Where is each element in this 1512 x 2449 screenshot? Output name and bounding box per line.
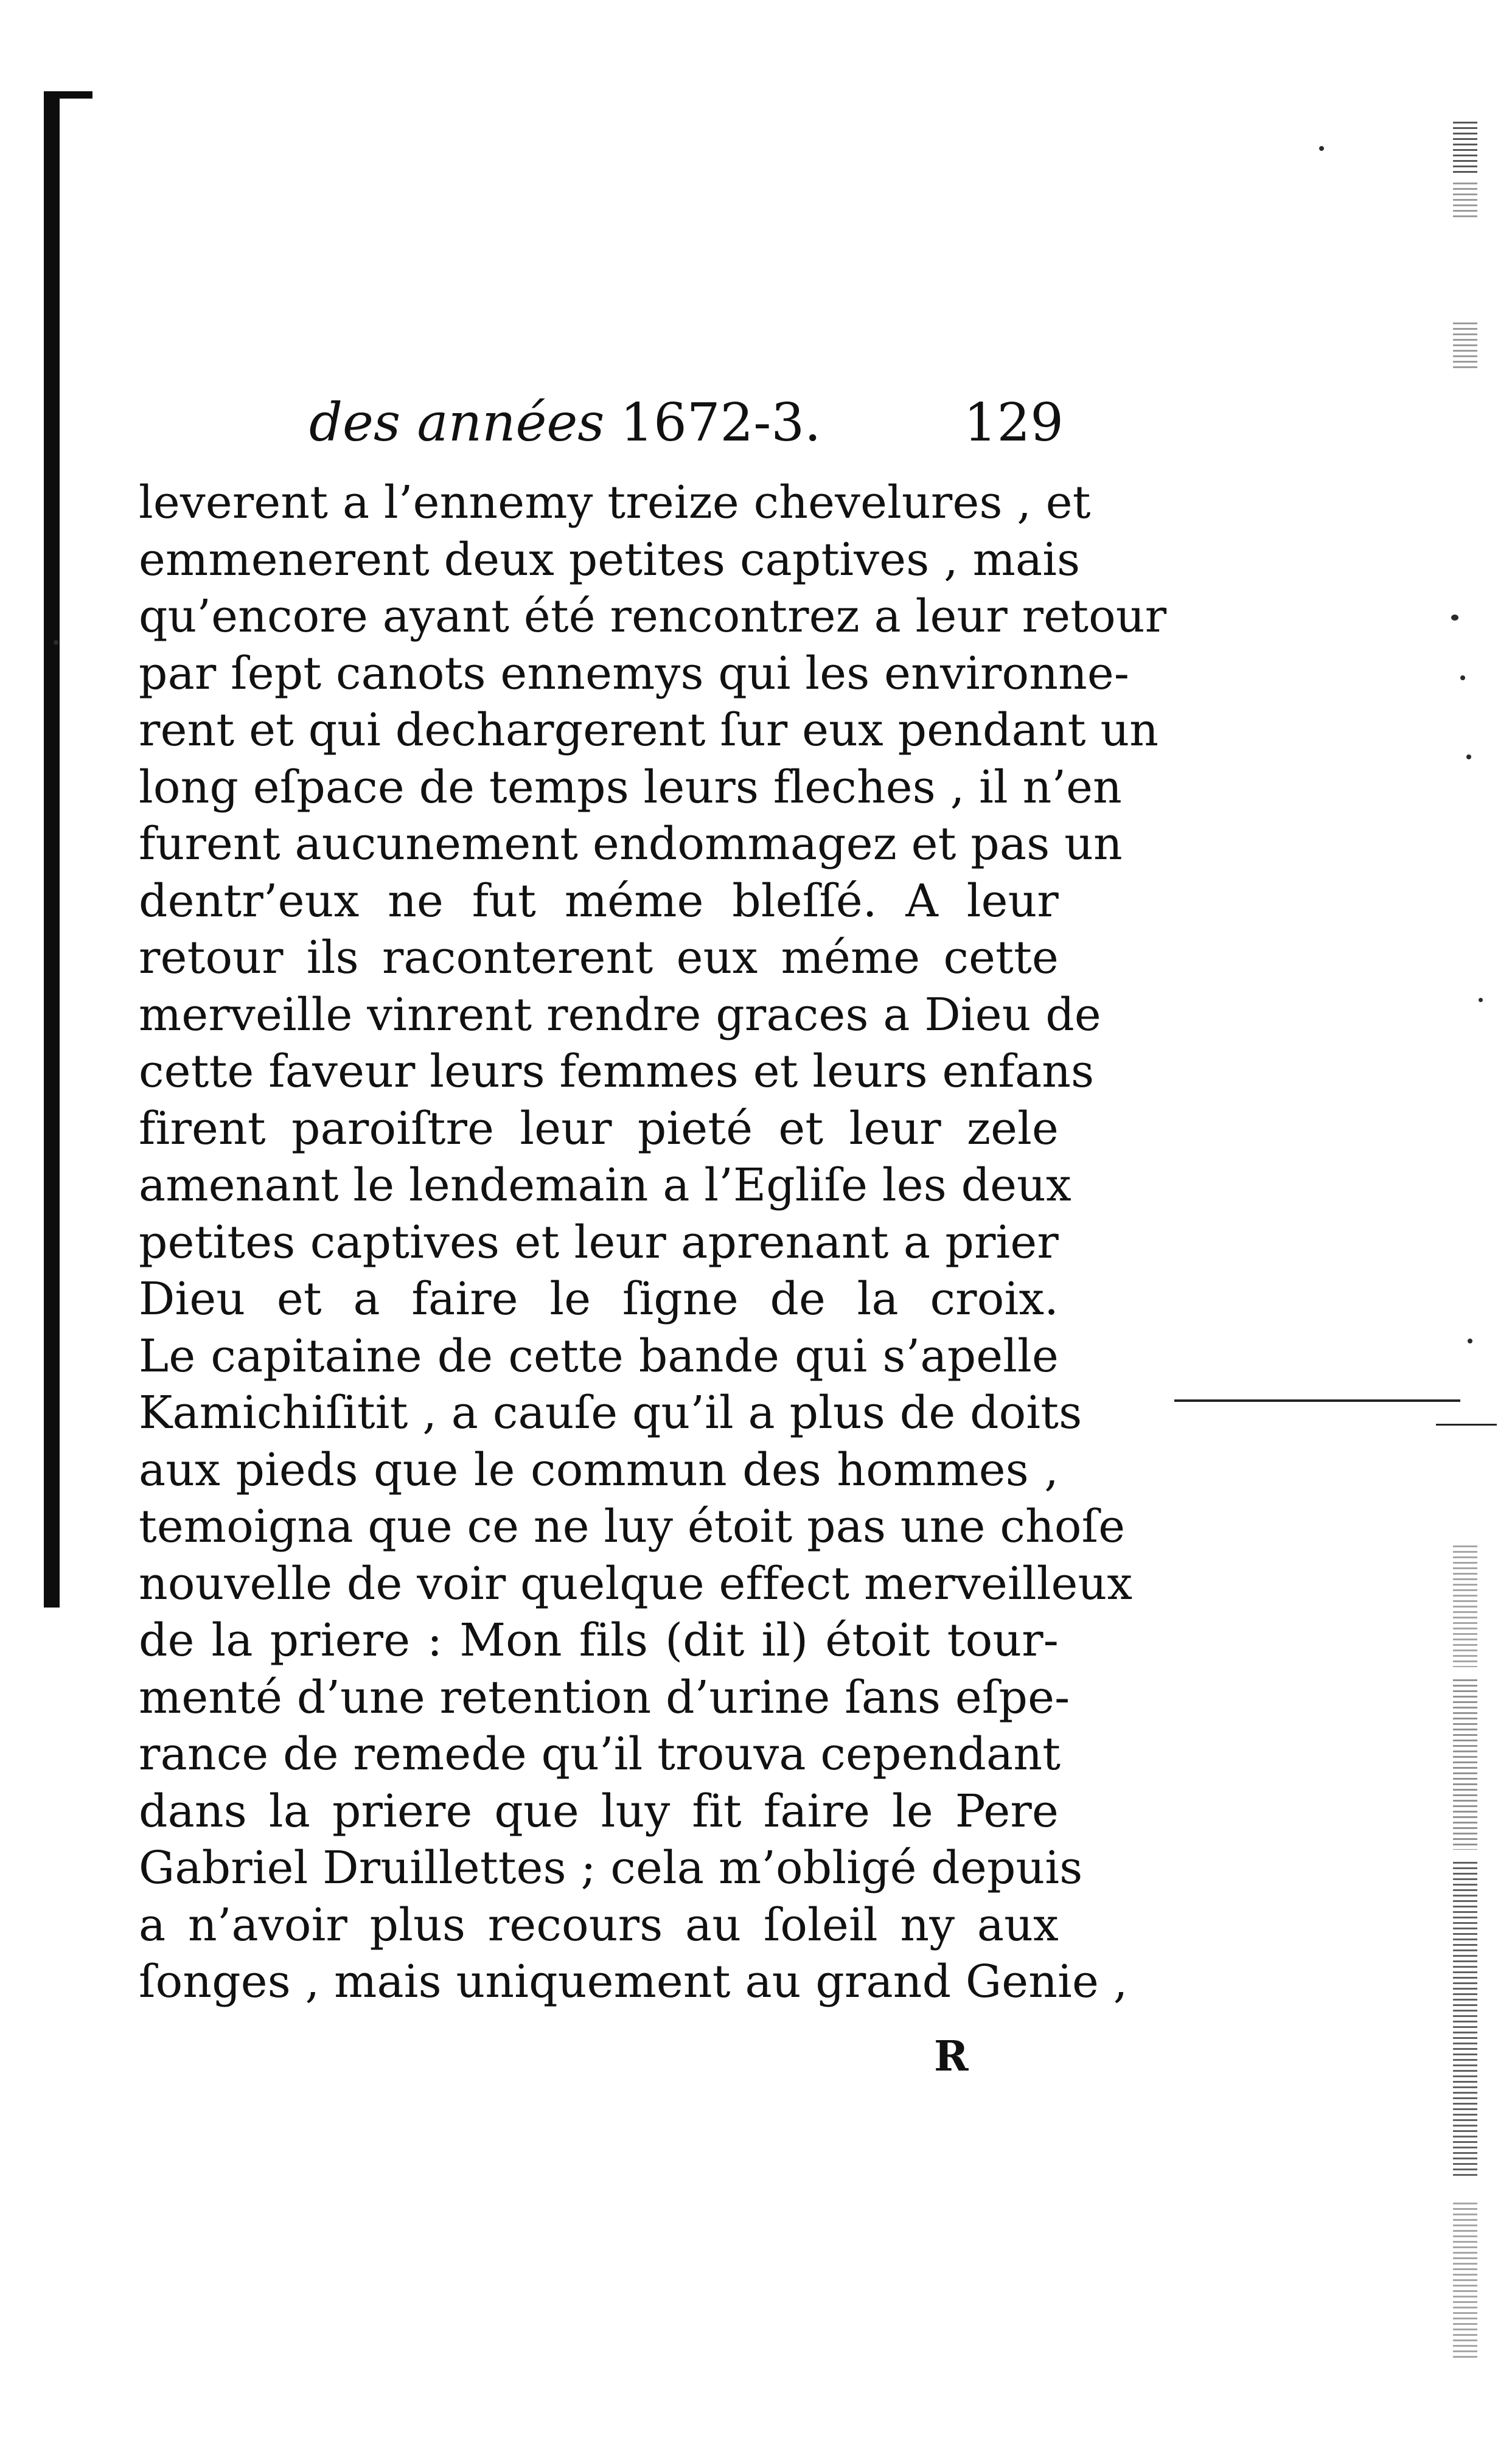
- gutter-scan-noise: [1453, 122, 1477, 176]
- text-line: Gabriel Druillettes ; cela m’obligé depuis: [139, 1842, 1083, 1894]
- scan-speck: [1479, 998, 1483, 1002]
- text-line: dans la priere que luy fit faire le Pere: [139, 1785, 1059, 1838]
- scan-speck: [1466, 754, 1471, 759]
- running-head-years: 1672-3.: [620, 392, 821, 453]
- text-line: nouvelle de voir quelque effect merveilleux: [139, 1557, 1133, 1610]
- signature-mark: R: [934, 2032, 969, 2081]
- text-line: ſonges , mais uniquement au grand Genie ,: [139, 1956, 1128, 2008]
- binding-edge: [44, 92, 60, 1608]
- text-line: amenant le lendemain a l’Egliſe les deux: [139, 1159, 1071, 1211]
- text-line: furent aucunement endommagez et pas un: [139, 818, 1123, 870]
- text-line: Kamichiſitit , a cauſe qu’il a plus de doits: [139, 1387, 1082, 1439]
- text-line: qu’encore ayant été rencontrez a leur retour: [139, 590, 1167, 643]
- scan-speck: [54, 640, 58, 645]
- gutter-scan-noise: [1453, 1862, 1477, 2178]
- text-line: dentr’eux ne fut méme bleſſé. A leur: [139, 874, 1059, 927]
- gutter-rule: [1174, 1399, 1460, 1402]
- text-line: long eſpace de temps leurs fleches , il n’en: [139, 761, 1123, 813]
- gutter-scan-noise: [1453, 2203, 1477, 2361]
- gutter-scan-noise: [1453, 1545, 1477, 1667]
- text-line: petites captives et leur aprenant a prier: [139, 1216, 1059, 1269]
- text-line: menté d’une retention d’urine ſans eſpe-: [139, 1671, 1070, 1724]
- text-line: Dieu et a faire le ſigne de la croix.: [139, 1273, 1059, 1325]
- gutter-scan-noise: [1453, 183, 1477, 219]
- gutter-rule-short: [1436, 1424, 1497, 1426]
- text-line: leverent a l’ennemy treize chevelures , et: [139, 476, 1091, 529]
- text-line: cette faveur leurs femmes et leurs enfans: [139, 1045, 1095, 1098]
- gutter-scan-noise: [1453, 322, 1477, 371]
- text-line: retour ils raconterent eux méme cette: [139, 932, 1059, 984]
- page-number: 129: [963, 392, 1064, 453]
- text-line: rent et qui dechargerent ſur eux pendant un: [139, 704, 1159, 756]
- body-text: [139, 475, 1167, 2011]
- text-line: Le capitaine de cette bande qui s’apelle: [139, 1329, 1059, 1382]
- scan-speck: [1451, 615, 1458, 621]
- text-line: de la priere : Mon fils (dit il) étoit tour-: [139, 1614, 1059, 1667]
- text-line: temoigna que ce ne luy étoit pas une choſe: [139, 1500, 1126, 1553]
- running-head-title: des années: [309, 392, 605, 453]
- text-line: merveille vinrent rendre graces a Dieu de: [139, 988, 1101, 1041]
- text-line: par ſept canots ennemys qui les environne-: [139, 647, 1130, 700]
- scan-speck: [1468, 1339, 1472, 1343]
- running-head: [309, 389, 1064, 456]
- scan-speck: [1319, 146, 1324, 151]
- text-line: a n’avoir plus recours au ſoleil ny aux: [139, 1898, 1059, 1951]
- binding-edge-top: [44, 91, 92, 99]
- text-line: emmenerent deux petites captives , mais: [139, 533, 1081, 586]
- gutter-scan-noise: [1453, 1679, 1477, 1850]
- text-line: aux pieds que le commun des hommes ,: [139, 1443, 1059, 1496]
- text-line: firent paroiſtre leur pieté et leur zele: [139, 1102, 1059, 1155]
- scan-speck: [1460, 675, 1465, 680]
- text-line: rance de remede qu’il trouva cependant: [139, 1728, 1061, 1780]
